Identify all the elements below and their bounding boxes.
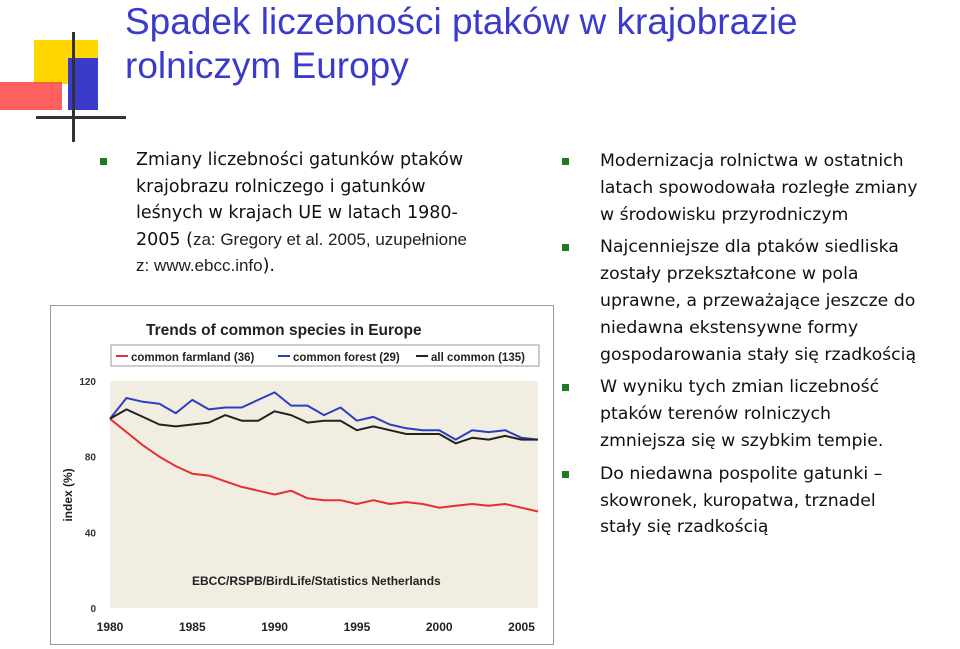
text-main: ). [262,256,275,276]
text-line: leśnych w krajach UE w latach 1980- [136,203,458,223]
deco-vertical-line [72,32,75,142]
list-item [562,461,960,541]
list-item [562,234,960,368]
title-line-2: rolniczym Europy [125,45,409,86]
decorative-logo [0,0,130,145]
text-line: gospodarowania stały się rzadkością [600,344,917,365]
x-tick-label: 1980 [96,620,124,634]
right-bullet-list [562,148,960,547]
y-axis-label: index (%) [61,468,75,522]
deco-horizontal-line [36,116,126,119]
text-line [136,253,550,280]
y-tick-label: 0 [90,604,96,615]
text-line: zostały przekształcone w pola [600,264,859,285]
x-tick-label: 1990 [261,620,288,634]
list-item [562,374,960,454]
text-line: ptaków terenów rolniczych [600,404,831,425]
text-line: Najcenniejsze dla ptaków siedliska [600,237,899,258]
text-small: za: Gregory et al. 2005, uzupełnione [192,229,468,249]
text-small: z: www.ebcc.info [136,256,263,275]
legend-all-label: all common (135) [431,352,525,364]
y-tick-label: 40 [84,528,96,540]
text-line: W wyniku tych zmian liczebność [600,377,880,398]
text-line: Do niedawna pospolite gatunki – [600,463,883,484]
square-bullet-icon [562,471,569,478]
square-bullet-icon [562,244,569,251]
legend-farmland-label: common farmland (36) [131,352,255,364]
text-line: Zmiany liczebności gatunków ptaków [136,150,464,170]
text-line: niedawna ekstensywne formy [600,317,859,338]
legend-forest-label: common forest (29) [293,352,400,364]
square-bullet-icon [100,158,107,165]
chart-source-note: EBCC/RSPB/BirdLife/Statistics Netherlands [192,574,441,588]
text-line: krajobrazu rolniczego i gatunków [136,176,426,197]
x-tick-label: 2000 [425,620,453,634]
trend-chart [50,305,554,645]
square-bullet-icon [562,384,569,391]
page-title [125,0,945,88]
text-line: zmniejsza się w szybkim tempie. [600,430,884,451]
title-line-1: Spadek liczebności ptaków w krajobrazie [125,1,798,42]
deco-red-bar [0,82,62,110]
text-main: 2005 ( [136,229,193,250]
text-line: latach spowodowała rozległe zmiany [600,177,918,198]
list-item [100,147,550,280]
x-tick-label: 1985 [178,620,206,634]
chart-title: Trends of common species in Europe [146,322,422,339]
left-bullet-list [100,147,550,280]
text-line: skowronek, kuropatwa, trznadel [600,490,876,511]
y-tick-label: 120 [79,377,96,388]
x-tick-label: 2005 [508,620,535,634]
list-item [562,148,960,228]
text-line: w środowisku przyrodniczym [600,204,849,225]
text-line: uprawne, a przeważające jeszcze do [600,290,916,311]
square-bullet-icon [562,158,569,165]
text-line [136,227,550,254]
x-tick-label: 1995 [343,620,371,634]
y-tick-label: 80 [84,452,96,464]
text-line: stały się rzadkością [600,517,769,538]
chart-svg [50,305,554,645]
text-line: Modernizacja rolnictwa w ostatnich [600,151,904,171]
